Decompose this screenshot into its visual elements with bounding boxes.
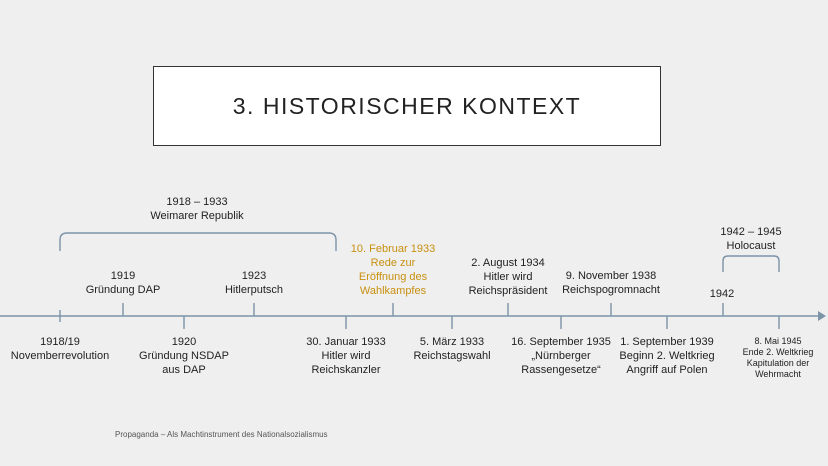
weimar-bracket [60,233,336,251]
event-text-line: Rassengesetze“ [521,364,601,376]
event-text: Reichspogromnacht [562,284,660,296]
event-date: 1919 [110,270,136,282]
slide-title: 3. HISTORISCHER KONTEXT [232,92,582,119]
event-date: 1920 [171,336,197,348]
event-text-line: „Nürnberger [531,350,591,362]
event-text: Novemberrevolution [10,350,110,362]
event-1945 [743,336,814,380]
event-text: Gründung DAP [85,284,161,296]
event-1934 [469,256,548,298]
footer-text: Propaganda – Als Machtinstrument des Nationalsozialismus [115,430,328,439]
event-date: 9. November 1938 [565,270,657,282]
period-weimar-name: Weimarer Republik [150,210,244,222]
timeline-arrowhead [818,311,826,321]
event-1919 [86,269,161,297]
event-text-line: Gründung NSDAP [139,350,229,362]
event-1920 [139,335,229,377]
event-1939 [619,335,714,377]
event-text: Reichstagswahl [413,350,491,362]
event-date: 5. März 1933 [419,336,485,348]
event-text-line: Angriff auf Polen [626,364,708,376]
event-text-line: Ende 2. Weltkrieg [742,347,814,357]
period-holocaust-name: Holocaust [726,240,776,252]
event-date: 1. September 1939 [620,336,714,348]
event-text-line: Hitler wird [483,271,533,283]
event-date: 2. August 1934 [471,257,545,269]
event-text-line: Kapitulation der [746,358,810,368]
event-1923 [225,269,283,297]
event-1935 [511,335,611,377]
event-date: 16. September 1935 [511,336,611,348]
event-text-line: Reichspräsident [468,285,548,297]
event-date: 10. Februar 1933 [350,243,436,255]
event-date: 1942 [709,288,735,300]
event-feb-1933 [351,242,435,298]
event-jan-1933 [306,335,386,377]
event-text: Hitlerputsch [224,284,284,296]
event-date: 1918/19 [40,336,80,348]
event-text-line: Wahlkampfes [359,285,427,297]
event-1938 [562,269,660,297]
event-text-line: Eröffnung des [358,271,428,283]
event-text-line: Beginn 2. Weltkrieg [619,350,715,362]
period-weimar [150,195,243,223]
period-holocaust-dates: 1942 – 1945 [720,226,782,238]
event-1942 [710,287,734,301]
event-date: 30. Januar 1933 [306,336,386,348]
event-1918 [11,335,109,363]
period-weimar-dates: 1918 – 1933 [166,196,228,208]
event-date: 1923 [241,270,267,282]
holocaust-bracket [723,256,779,272]
event-date: 8. Mai 1945 [754,336,802,346]
event-text-line: Rede zur [370,257,416,269]
period-holocaust [720,225,781,253]
event-mar-1933 [413,335,490,363]
event-text-line: Reichskanzler [311,364,381,376]
event-text-line: aus DAP [162,364,206,376]
event-text-line: Hitler wird [321,350,371,362]
event-text-line: Wehrmacht [755,369,801,379]
